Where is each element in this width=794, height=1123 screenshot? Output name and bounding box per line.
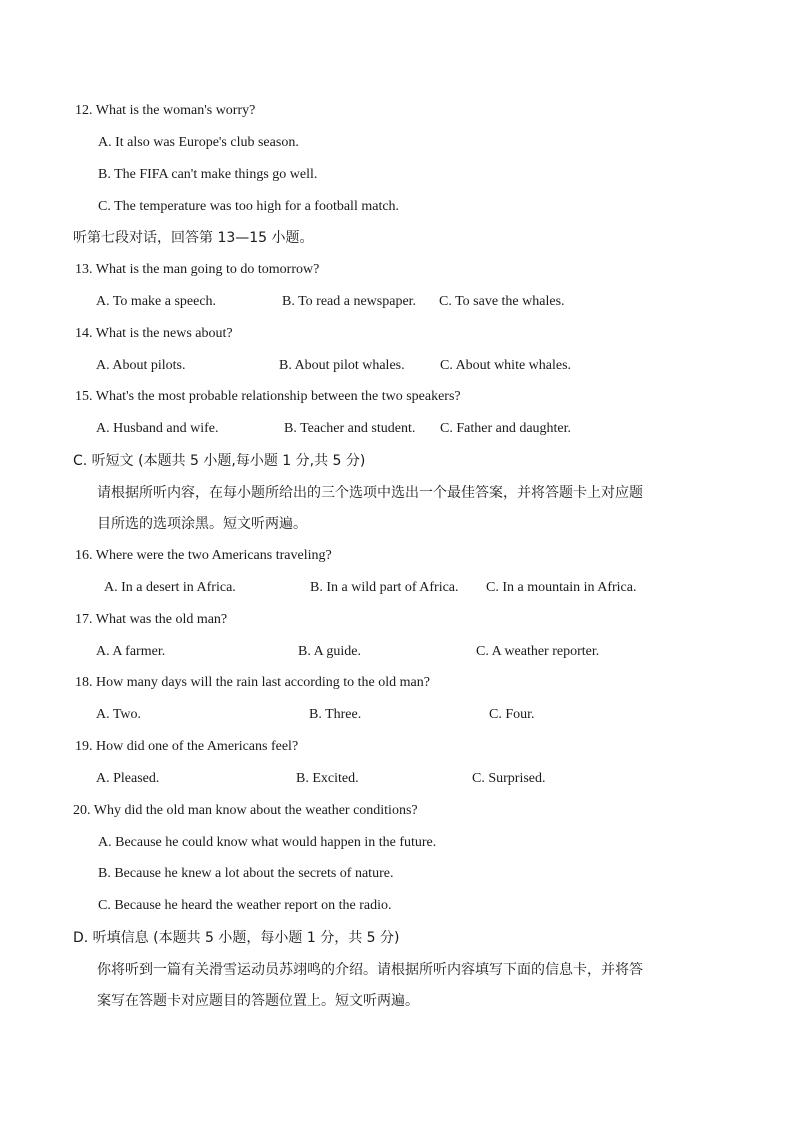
- q14-option-b: B. About pilot whales.: [279, 358, 405, 373]
- question-17: 17. What was the old man?: [75, 612, 228, 627]
- q13-option-a: A. To make a speech.: [96, 294, 217, 309]
- q18-option-a: A. Two.: [96, 707, 142, 722]
- section-d-instruction-1: 你将听到一篇有关滑雪运动员苏翊鸣的介绍。请根据所听内容填写下面的信息卡，并将答: [97, 962, 643, 978]
- section-c-instruction-2: 目所选的选项涂黑。短文听两遍。: [97, 516, 307, 532]
- q17-option-b: B. A guide.: [298, 644, 362, 659]
- question-20: 20. Why did the old man know about the weather conditions?: [73, 803, 418, 818]
- question-18: 18. How many days will the rain last according to the old man?: [75, 675, 430, 690]
- q12-option-a: A. It also was Europe's club season.: [98, 135, 299, 150]
- section-d-instruction-2: 案写在答题卡对应题目的答题位置上。短文听两遍。: [97, 993, 419, 1009]
- section-c-heading: C. 听短文 (本题共 5 小题,每小题 1 分,共 5 分): [73, 453, 366, 469]
- q14-option-a: A. About pilots.: [96, 358, 186, 373]
- q18-option-c: C. Four.: [489, 707, 535, 722]
- q19-option-c: C. Surprised.: [472, 771, 546, 786]
- q14-option-c: C. About white whales.: [440, 358, 572, 373]
- q18-option-b: B. Three.: [309, 707, 362, 722]
- question-12: 12. What is the woman's worry?: [75, 103, 256, 118]
- q17-option-c: C. A weather reporter.: [476, 644, 600, 659]
- q15-option-a: A. Husband and wife.: [96, 421, 219, 436]
- q12-option-c: C. The temperature was too high for a football match.: [98, 199, 400, 214]
- question-14: 14. What is the news about?: [75, 326, 233, 341]
- question-13: 13. What is the man going to do tomorrow?: [75, 262, 320, 277]
- q12-option-b: B. The FIFA can't make things go well.: [98, 167, 318, 182]
- section-c-instruction-1: 请根据所听内容，在每小题所给出的三个选项中选出一个最佳答案，并将答题卡上对应题: [97, 485, 643, 501]
- section-d-heading: D. 听填信息 (本题共 5 小题，每小题 1 分，共 5 分): [73, 930, 400, 946]
- q19-option-b: B. Excited.: [296, 771, 359, 786]
- q16-option-a: A. In a desert in Africa.: [104, 580, 236, 595]
- question-19: 19. How did one of the Americans feel?: [75, 739, 299, 754]
- q16-option-c: C. In a mountain in Africa.: [486, 580, 637, 595]
- q20-option-a: A. Because he could know what would happen in the future.: [98, 835, 437, 850]
- q20-option-b: B. Because he knew a lot about the secrets of nature.: [98, 866, 394, 881]
- q20-option-c: C. Because he heard the weather report on the radio.: [98, 898, 392, 913]
- q13-option-c: C. To save the whales.: [439, 294, 565, 309]
- q13-option-b: B. To read a newspaper.: [282, 294, 417, 309]
- question-15: 15. What's the most probable relationship between the two speakers?: [75, 389, 461, 404]
- q19-option-a: A. Pleased.: [96, 771, 160, 786]
- q15-option-c: C. Father and daughter.: [440, 421, 572, 436]
- q15-option-b: B. Teacher and student.: [284, 421, 416, 436]
- q16-option-b: B. In a wild part of Africa.: [310, 580, 459, 595]
- q17-option-a: A. A farmer.: [96, 644, 166, 659]
- question-16: 16. Where were the two Americans traveling?: [75, 548, 332, 563]
- section7-instruction: 听第七段对话，回答第 13—15 小题。: [73, 230, 314, 246]
